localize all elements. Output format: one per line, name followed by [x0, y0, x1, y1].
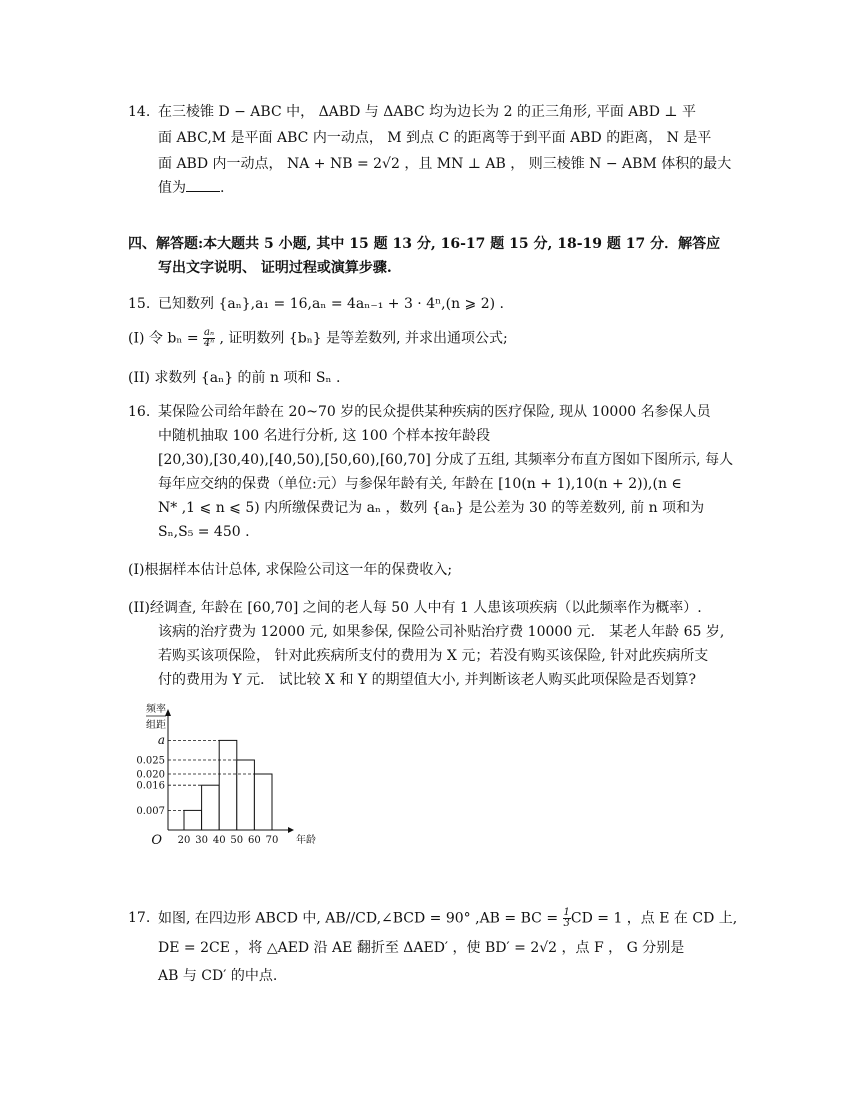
q17-line-1-prefix: 如图, 在四边形 ABCD 中, AB//CD,∠BCD = 90° ,AB = BC = — [158, 910, 559, 927]
section-4-heading: 四、解答题:本大题共 5 小题, 其中 15 题 13 分, 16-17 题 15 分, 18-19 题 17 分．解答应 — [128, 236, 721, 252]
q15-frac-den: 4ⁿ — [203, 338, 215, 349]
histogram-bar — [202, 785, 220, 830]
histogram-bar — [219, 740, 237, 830]
q16-line-3: [20,30),[30,40),[40,50),[50,60),[60,70] 分成了五组, 其频率分布直方图如下图所示, 每人 — [158, 452, 734, 468]
x-tick-label: 20 — [177, 835, 191, 846]
x-axis-label: 年龄 — [296, 835, 316, 846]
y-tick-label: 0.020 — [136, 769, 165, 781]
q14-line-3: 面 ABD 内一动点， NA + NB = 2√2 ，且 MN ⊥ AB ， 则三棱锥 N − ABM 体积的最大 — [158, 156, 732, 172]
histogram-bar — [237, 760, 255, 830]
q15-part-1 — [128, 328, 508, 349]
histogram-bar — [254, 774, 272, 830]
y-tick-label: 0.025 — [136, 755, 165, 767]
q16-part-2-line-1: (II)经调查, 年龄在 [60,70] 之间的老人每 50 人中有 1 人患该项疾病（以此频率作为概率）. — [128, 600, 702, 616]
histogram-bar — [184, 810, 202, 830]
q14-line-2: 面 ABC,M 是平面 ABC 内一动点， M 到点 C 的距离等于到平面 ABD 的距离， N 是平 — [158, 130, 712, 146]
q15-frac-num: aₙ — [204, 327, 215, 338]
answer-blank — [186, 179, 220, 192]
q16-part-1: (I)根据样本估计总体, 求保险公司这一年的保费收入; — [128, 562, 453, 578]
q16-line-1: 某保险公司给年龄在 20~70 岁的民众提供某种疾病的医疗保险, 现从 10000 名参保人员 — [158, 404, 711, 420]
q17-frac-den: 3 — [563, 918, 570, 929]
q16-line-5: N* ,1 ⩽ n ⩽ 5) 内所缴保费记为 aₙ ，数列 {aₙ} 是公差为 30 的等差数列, 前 n 项和为 — [158, 500, 705, 516]
q14-last-prefix: 值为 — [158, 180, 186, 196]
q16-line-6: Sₙ,S₅ = 450 . — [158, 524, 250, 540]
section-4-heading-cont: 写出文字说明、 证明过程或演算步骤. — [158, 260, 392, 276]
y-tick-label: a — [157, 732, 165, 747]
q16-number: 16. — [128, 404, 151, 420]
q15-fraction — [203, 328, 215, 349]
x-tick-label: 60 — [248, 835, 261, 846]
y-tick-label: 0.016 — [136, 780, 165, 792]
q16-part-2-line-3: 若购买该项保险， 针对此疾病所支付的费用为 X 元；若没有购买该保险, 针对此疾病所支 — [158, 648, 709, 664]
q14-number: 14. — [128, 104, 151, 120]
q17-line-1-suffix: CD = 1 ，点 E 在 CD 上, — [570, 910, 738, 927]
q14-last-suffix: . — [220, 180, 225, 196]
q15-part-1-suffix: , 证明数列 {bₙ} 是等差数列, 并求出通项公式; — [219, 330, 508, 347]
q16-part-2-line-4: 付的费用为 Y 元． 试比较 X 和 Y 的期望值大小, 并判断该老人购买此项保险是否划算? — [158, 672, 697, 688]
q15-part-1-prefix: (I) 令 bₙ = — [128, 330, 199, 347]
q17-line-1 — [158, 908, 737, 929]
q14-line-1: 在三棱锥 D − ABC 中， ΔABD 与 ΔABC 均为边长为 2 的正三角形, 平面 ABD ⊥ 平 — [158, 104, 696, 120]
y-axis-label-bottom: 组距 — [146, 720, 166, 731]
x-tick-label: 40 — [212, 835, 226, 846]
x-axis-arrow — [288, 827, 294, 833]
x-tick-label: 30 — [195, 835, 208, 846]
y-tick-label: 0.007 — [136, 805, 165, 817]
q17-fraction — [563, 908, 571, 929]
q16-line-2: 中随机抽取 100 名进行分析, 这 100 个样本按年龄段 — [158, 428, 491, 444]
q17-number: 17. — [128, 910, 151, 926]
q17-frac-num: 1 — [563, 907, 570, 918]
q17-line-3: AB 与 CD′ 的中点. — [158, 968, 278, 984]
frequency-histogram — [128, 700, 328, 860]
x-tick-label: 50 — [230, 835, 244, 846]
x-tick-label: 70 — [265, 835, 279, 846]
origin-label: O — [151, 833, 162, 848]
q17-line-2: DE = 2CE ，将 △AED 沿 AE 翻折至 ΔAED′ ，使 BD′ = 2√2 ，点 F ， G 分别是 — [158, 940, 685, 956]
q16-line-4: 每年应交纳的保费（单位:元）与参保年龄有关, 年龄在 [10(n + 1),10(n + 2)),(n ∈ — [158, 476, 682, 492]
q15-stem: 已知数列 {aₙ},a₁ = 16,aₙ = 4aₙ₋₁ + 3 · 4ⁿ,(n ⩾ 2) . — [158, 296, 505, 312]
y-axis-label-top: 频率 — [146, 704, 166, 715]
q16-part-2-line-2: 该病的治疗费为 12000 元, 如果参保, 保险公司补贴治疗费 10000 元． 某老人年龄 65 岁, — [158, 624, 725, 640]
q15-number: 15. — [128, 296, 151, 312]
q14-line-4 — [158, 178, 224, 198]
q15-part-2: (II) 求数列 {aₙ} 的前 n 项和 Sₙ . — [128, 370, 341, 386]
